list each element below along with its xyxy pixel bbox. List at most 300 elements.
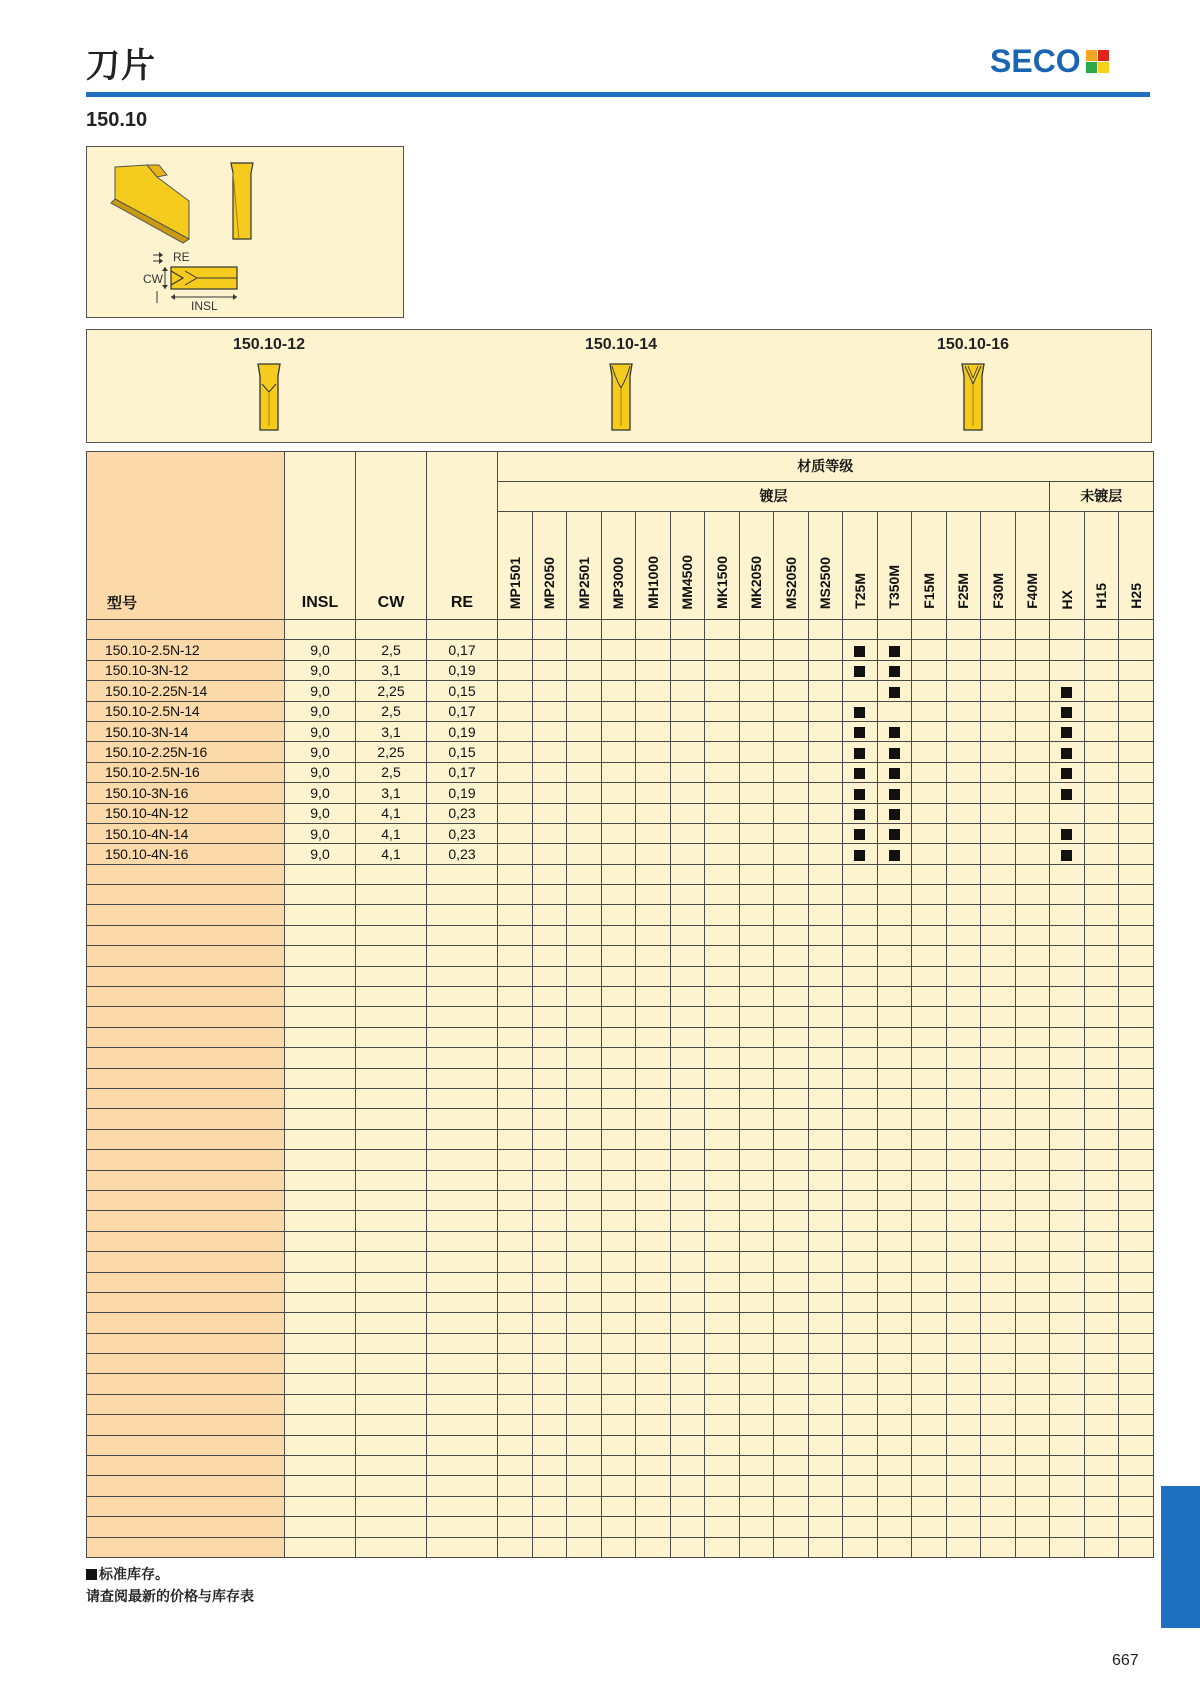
table-cell	[87, 1496, 285, 1516]
table-cell	[427, 1211, 498, 1231]
table-cell	[912, 1007, 947, 1027]
table-cell	[567, 1415, 602, 1435]
table-cell	[1015, 1272, 1050, 1292]
table-cell	[601, 1272, 636, 1292]
grade-cell	[705, 640, 740, 660]
product-code: 150.10-3N-12	[105, 662, 189, 679]
grade-cell	[532, 721, 567, 741]
grade-header	[567, 512, 602, 620]
table-cell	[567, 1109, 602, 1129]
table-cell	[808, 1313, 843, 1333]
grade-cell	[498, 844, 533, 864]
table-cell	[567, 925, 602, 945]
dimension-header-re: RE	[427, 452, 498, 620]
grade-cell	[739, 701, 774, 721]
dimension-header-cw: CW	[356, 452, 427, 620]
table-cell	[670, 925, 705, 945]
grade-cell	[739, 640, 774, 660]
stock-square-icon	[1061, 748, 1072, 759]
table-cell	[946, 925, 981, 945]
table-cell	[670, 1211, 705, 1231]
table-cell	[636, 1456, 671, 1476]
uncoated-header: 未镀层	[1050, 482, 1154, 512]
grade-cell	[567, 783, 602, 803]
table-cell	[356, 925, 427, 945]
table-row-empty	[87, 1007, 1154, 1027]
table-cell	[498, 864, 533, 884]
cw-cell: 3,1	[356, 783, 427, 803]
table-cell	[912, 1231, 947, 1251]
table-cell	[601, 946, 636, 966]
table-cell	[285, 1190, 356, 1210]
table-cell	[843, 987, 878, 1007]
table-cell	[285, 1272, 356, 1292]
table-cell	[636, 1354, 671, 1374]
table-cell	[567, 1313, 602, 1333]
table-cell	[705, 1435, 740, 1455]
table-cell	[1015, 1313, 1050, 1333]
table-cell	[567, 1048, 602, 1068]
table-cell	[843, 1007, 878, 1027]
table-cell	[87, 905, 285, 925]
table-cell	[1084, 1068, 1119, 1088]
table-cell	[946, 1068, 981, 1088]
table-cell	[739, 1496, 774, 1516]
insl-cell: 9,0	[285, 783, 356, 803]
grade-cell	[981, 721, 1016, 741]
grade-header-label: F15M	[920, 573, 937, 609]
table-cell	[705, 1170, 740, 1190]
table-cell	[946, 1292, 981, 1312]
table-cell	[705, 1068, 740, 1088]
table-cell	[774, 1027, 809, 1047]
table-cell	[356, 1394, 427, 1414]
table-cell	[808, 885, 843, 905]
table-cell	[981, 1211, 1016, 1231]
table-cell	[1119, 1496, 1154, 1516]
table-cell	[981, 1007, 1016, 1027]
table-cell	[808, 1476, 843, 1496]
table-cell	[356, 1374, 427, 1394]
stock-square-icon	[889, 727, 900, 738]
table-cell	[808, 1007, 843, 1027]
grade-cell	[843, 762, 878, 782]
grade-header-label: MP3000	[610, 556, 627, 609]
table-cell	[946, 1231, 981, 1251]
table-cell	[912, 1150, 947, 1170]
grade-cell	[601, 742, 636, 762]
table-cell	[843, 885, 878, 905]
table-cell	[285, 1374, 356, 1394]
grade-cell	[636, 721, 671, 741]
table-cell	[567, 1517, 602, 1537]
table-cell	[498, 905, 533, 925]
product-code: 150.10-2.25N-14	[105, 682, 208, 699]
table-cell	[87, 1456, 285, 1476]
table-cell	[774, 1211, 809, 1231]
cw-cell: 4,1	[356, 823, 427, 843]
table-cell	[87, 1517, 285, 1537]
stock-square-icon	[889, 809, 900, 820]
table-cell	[427, 1354, 498, 1374]
table-cell	[1050, 987, 1085, 1007]
table-cell	[739, 1129, 774, 1149]
table-cell	[981, 1292, 1016, 1312]
table-cell	[774, 1496, 809, 1516]
table-cell	[427, 925, 498, 945]
table-cell	[1015, 885, 1050, 905]
stock-legend	[86, 1564, 254, 1586]
table-cell	[877, 1313, 912, 1333]
table-cell	[808, 1415, 843, 1435]
table-cell	[285, 987, 356, 1007]
table-cell	[843, 1476, 878, 1496]
table-cell	[356, 1048, 427, 1068]
variant-label: 150.10-14	[584, 336, 658, 353]
table-cell	[705, 864, 740, 884]
table-cell	[356, 864, 427, 884]
stock-square-icon	[889, 666, 900, 677]
table-row-empty	[87, 1333, 1154, 1353]
table-cell	[356, 1313, 427, 1333]
dimension-header-insl: INSL	[285, 452, 356, 620]
table-row	[87, 823, 1154, 843]
table-cell	[808, 1231, 843, 1251]
stock-square-icon	[854, 748, 865, 759]
table-cell	[87, 1150, 285, 1170]
table-cell	[1050, 925, 1085, 945]
table-cell	[739, 885, 774, 905]
table-cell	[427, 1048, 498, 1068]
grade-cell	[636, 660, 671, 680]
grade-cell	[670, 681, 705, 701]
table-cell	[1119, 1150, 1154, 1170]
grade-cell	[567, 762, 602, 782]
code-column-header: 型号	[87, 452, 285, 620]
table-cell	[427, 1170, 498, 1190]
table-cell	[498, 1537, 533, 1557]
table-cell	[567, 1456, 602, 1476]
grade-group-header: 材质等级	[498, 452, 1154, 482]
table-cell	[1119, 1415, 1154, 1435]
table-cell	[1015, 925, 1050, 945]
table-cell	[532, 1313, 567, 1333]
table-cell	[636, 1088, 671, 1108]
table-cell	[636, 1313, 671, 1333]
variant-150-10-12	[169, 336, 369, 432]
table-cell	[1050, 1333, 1085, 1353]
grade-cell	[739, 823, 774, 843]
table-cell	[1084, 925, 1119, 945]
table-cell	[285, 946, 356, 966]
grade-cell	[567, 721, 602, 741]
grade-cell	[774, 783, 809, 803]
table-cell	[427, 1415, 498, 1435]
table-cell	[1119, 987, 1154, 1007]
table-cell	[636, 1333, 671, 1353]
grade-cell	[843, 640, 878, 660]
grade-cell	[946, 681, 981, 701]
table-cell	[498, 1496, 533, 1516]
table-cell	[739, 1027, 774, 1047]
table-cell	[498, 1068, 533, 1088]
table-row	[87, 640, 1154, 660]
table-cell	[808, 1333, 843, 1353]
grade-cell	[670, 660, 705, 680]
table-cell	[567, 1292, 602, 1312]
grade-cell	[912, 721, 947, 741]
table-cell	[843, 966, 878, 986]
table-cell	[1050, 905, 1085, 925]
table-cell	[601, 1476, 636, 1496]
table-cell	[1119, 1007, 1154, 1027]
table-cell	[427, 1435, 498, 1455]
table-cell	[567, 864, 602, 884]
grade-cell	[946, 762, 981, 782]
grade-cell	[981, 823, 1016, 843]
table-cell	[532, 1109, 567, 1129]
grade-header	[843, 512, 878, 620]
grade-cell	[981, 803, 1016, 823]
table-cell	[1119, 1252, 1154, 1272]
cw-cell: 4,1	[356, 844, 427, 864]
table-cell	[356, 1435, 427, 1455]
stock-square-icon	[854, 850, 865, 861]
grade-cell	[498, 681, 533, 701]
table-cell	[1084, 1415, 1119, 1435]
table-cell	[498, 987, 533, 1007]
table-cell	[1084, 1109, 1119, 1129]
table-cell	[670, 1088, 705, 1108]
table-cell	[705, 1517, 740, 1537]
table-cell	[532, 1292, 567, 1312]
table-cell	[498, 1190, 533, 1210]
table-cell	[1015, 1435, 1050, 1455]
table-cell	[843, 620, 878, 640]
table-cell	[356, 1354, 427, 1374]
table-cell	[356, 1231, 427, 1251]
table-cell	[705, 946, 740, 966]
table-cell	[87, 1088, 285, 1108]
grade-cell	[567, 803, 602, 823]
grade-cell	[843, 783, 878, 803]
table-cell	[1084, 1272, 1119, 1292]
grade-cell	[808, 783, 843, 803]
grade-cell	[601, 783, 636, 803]
table-cell	[877, 1374, 912, 1394]
grade-cell	[1050, 742, 1085, 762]
table-cell	[843, 1456, 878, 1476]
table-row	[87, 681, 1154, 701]
table-cell	[285, 1109, 356, 1129]
table-cell	[877, 1129, 912, 1149]
grade-cell	[1015, 640, 1050, 660]
table-cell	[1084, 1252, 1119, 1272]
table-cell	[636, 1537, 671, 1557]
grade-cell	[498, 701, 533, 721]
grade-cell	[912, 742, 947, 762]
grade-cell	[1015, 660, 1050, 680]
table-cell	[427, 864, 498, 884]
grade-header-label: T25M	[851, 573, 868, 609]
grade-cell	[1050, 844, 1085, 864]
grade-cell	[843, 701, 878, 721]
table-cell	[1119, 864, 1154, 884]
grade-cell	[739, 742, 774, 762]
insl-cell: 9,0	[285, 823, 356, 843]
table-cell	[877, 1292, 912, 1312]
table-cell	[636, 864, 671, 884]
table-cell	[843, 946, 878, 966]
table-cell	[1084, 1170, 1119, 1190]
table-cell	[498, 1007, 533, 1027]
table-cell	[843, 1354, 878, 1374]
table-cell	[285, 1068, 356, 1088]
table-cell	[356, 1211, 427, 1231]
table-cell	[670, 1252, 705, 1272]
table-cell	[808, 1456, 843, 1476]
grade-cell	[808, 681, 843, 701]
table-cell	[808, 925, 843, 945]
table-cell	[877, 1435, 912, 1455]
table-cell	[1084, 1027, 1119, 1047]
table-cell	[774, 1292, 809, 1312]
table-cell	[498, 1129, 533, 1149]
product-code-cell	[87, 640, 285, 660]
table-cell	[739, 1394, 774, 1414]
table-cell	[636, 1129, 671, 1149]
table-cell	[427, 1537, 498, 1557]
table-cell	[877, 925, 912, 945]
table-cell	[912, 1272, 947, 1292]
table-cell	[636, 1027, 671, 1047]
product-code: 150.10-4N-16	[105, 845, 189, 862]
product-code-cell	[87, 701, 285, 721]
table-cell	[285, 1415, 356, 1435]
table-row-empty	[87, 925, 1154, 945]
table-cell	[670, 1068, 705, 1088]
table-cell	[87, 987, 285, 1007]
grade-cell	[912, 701, 947, 721]
table-cell	[705, 1415, 740, 1435]
insl-cell: 9,0	[285, 742, 356, 762]
grade-cell	[912, 640, 947, 660]
table-cell	[356, 1517, 427, 1537]
table-cell	[946, 946, 981, 966]
table-cell	[877, 1150, 912, 1170]
re-cell: 0,23	[427, 823, 498, 843]
legend	[86, 1564, 254, 1608]
grade-cell	[636, 701, 671, 721]
grade-cell	[1084, 783, 1119, 803]
insl-cell: 9,0	[285, 640, 356, 660]
grade-cell	[981, 681, 1016, 701]
grade-cell	[1015, 721, 1050, 741]
table-cell	[1119, 1068, 1154, 1088]
table-cell	[285, 1333, 356, 1353]
table-cell	[912, 1088, 947, 1108]
table-cell	[1050, 1190, 1085, 1210]
table-cell	[1050, 1496, 1085, 1516]
grade-cell	[946, 844, 981, 864]
table-cell	[356, 1170, 427, 1190]
grade-cell	[705, 762, 740, 782]
table-cell	[843, 1231, 878, 1251]
table-cell	[808, 1496, 843, 1516]
table-cell	[87, 1068, 285, 1088]
table-cell	[356, 1496, 427, 1516]
grade-cell	[498, 762, 533, 782]
grade-header	[877, 512, 912, 620]
table-cell	[1050, 1313, 1085, 1333]
table-cell	[1015, 1496, 1050, 1516]
table-cell	[1119, 1027, 1154, 1047]
variant-label: 150.10-16	[936, 336, 1010, 353]
table-cell	[567, 1394, 602, 1414]
grade-cell	[1015, 783, 1050, 803]
grade-cell	[670, 742, 705, 762]
table-cell	[981, 1190, 1016, 1210]
insert-14-icon	[607, 362, 635, 432]
table-cell	[87, 1272, 285, 1292]
table-cell	[532, 1456, 567, 1476]
table-cell	[877, 620, 912, 640]
table-cell	[427, 1517, 498, 1537]
table-cell	[427, 1190, 498, 1210]
grade-cell	[1119, 640, 1154, 660]
insl-cell: 9,0	[285, 701, 356, 721]
table-cell	[1050, 1292, 1085, 1312]
table-row-empty	[87, 1252, 1154, 1272]
table-cell	[285, 864, 356, 884]
grade-cell	[981, 701, 1016, 721]
table-cell	[1015, 1109, 1050, 1129]
table-cell	[705, 1231, 740, 1251]
grade-header	[739, 512, 774, 620]
table-cell	[705, 1252, 740, 1272]
table-cell	[532, 1088, 567, 1108]
logo-text: SECO	[990, 43, 1081, 79]
grade-header	[532, 512, 567, 620]
table-cell	[670, 946, 705, 966]
table-cell	[498, 1517, 533, 1537]
table-cell	[1119, 1354, 1154, 1374]
table-cell	[601, 1068, 636, 1088]
table-cell	[912, 1292, 947, 1312]
grade-cell	[532, 681, 567, 701]
table-cell	[670, 1476, 705, 1496]
grade-header	[808, 512, 843, 620]
table-cell	[739, 925, 774, 945]
insert-16-icon	[959, 362, 987, 432]
re-cell: 0,15	[427, 681, 498, 701]
table-cell	[670, 1170, 705, 1190]
table-cell	[1015, 966, 1050, 986]
table-cell	[532, 1435, 567, 1455]
grade-cell	[670, 844, 705, 864]
product-code-cell	[87, 823, 285, 843]
table-row-empty	[87, 1517, 1154, 1537]
table-cell	[843, 905, 878, 925]
table-cell	[285, 1150, 356, 1170]
grade-cell	[912, 823, 947, 843]
grade-cell	[774, 844, 809, 864]
table-row-empty	[87, 1048, 1154, 1068]
table-cell	[285, 885, 356, 905]
re-cell: 0,17	[427, 640, 498, 660]
table-cell	[601, 885, 636, 905]
stock-square-icon	[1061, 789, 1072, 800]
